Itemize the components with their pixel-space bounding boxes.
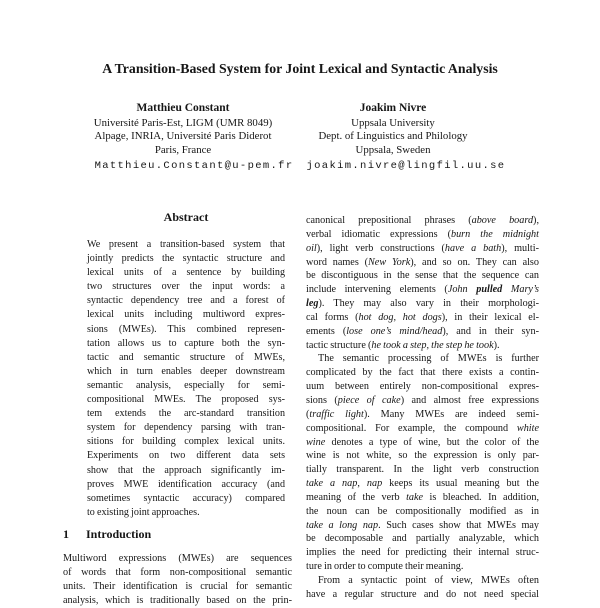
section-number: 1: [63, 526, 69, 541]
right-column: [306, 214, 539, 602]
paper-title: A Transition-Based System for Joint Lexical and Syntactic Analysis: [102, 61, 498, 76]
body-paragraph-2: The semantic processing of MWEs is further complicated by the fact that there exists a contin- uum between entirely non-compositional expres- sions (piece of cake) and almost free expressions (traffic light). Many MWEs are indeed semi- compositional. For example, the compound white wine denotes a type of wine, but the color of the wine is not white, so the expression is only par- tially transparent. In the light verb construction take a nap, nap keeps its usual meaning but the meaning of the verb take is bleached. In addition, the noun can be compositionally modified as in take a long nap. Such cases show that MWEs may be decomposable and partially analyzable, which implies the need for predicting their internal struc- ture in order to compute their meaning.: [306, 353, 540, 573]
left-column: [63, 210, 292, 608]
affiliation-line: Uppsala, Sweden: [355, 143, 431, 156]
section-title: Introduction: [86, 526, 152, 541]
abstract-paragraph: We present a transition-based system that jointly predicts the syntactic structure and lexical units of a sentence by building two structures over the input words: a syntactic dependency tree and a forest of lexical units including multiword expres- sions (MWEs). This combined represen- tation allows us to capture both the syn- tactic and semantic structure of MWEs, which in turn enables deeper downstream semantic analysis, especially for semi- compositional MWEs. The proposed sys- tem extends the arc-standard transition system for dependency parsing with tran- sitions for building complex lexical units. Experiments on two different data sets show that the approach significantly im- proves MWE identification accuracy (and sometimes syntactic accuracy) compared to existing joint approaches.: [87, 239, 285, 518]
affiliation-line: Alpage, INRIA, Université Paris Diderot: [94, 130, 272, 143]
author2-email: joakim.nivre@lingfil.uu.se: [306, 160, 506, 172]
affiliation-line: Dept. of Linguistics and Philology: [318, 130, 468, 143]
affiliation-line: Paris, France: [154, 143, 212, 156]
affiliation-line: Uppsala University: [351, 117, 435, 129]
body-paragraph-3: From a syntactic point of view, MWEs often have a regular structure and do not need special: [306, 574, 539, 600]
intro-paragraph: Multiword expressions (MWEs) are sequences of words that form non-compositional semantic units. Their identification is crucial for semantic analysis, which is traditionally based on the prin-: [63, 552, 292, 606]
affiliation-line: Université Paris-Est, LIGM (UMR 8049): [93, 117, 273, 129]
section-heading: [63, 527, 292, 542]
body-paragraph-1: canonical prepositional phrases (above board), verbal idiomatic expressions (burn the midnight oil), light verb constructions (have a bath), multi- word names (New York), and so on. They can also be discontiguous in the sense that the sequence can include intervening elements (John pulled Mary’s leg). They may also vary in their morphologi- cal forms (hot dog, hot dogs), in their lexical el- ements (lose one’s mind/head), and in their syn- tactic structure (he took a step, the step he took).: [306, 215, 539, 351]
abstract-heading: Abstract: [163, 210, 209, 224]
author1-email: Matthieu.Constant@u-pem.fr: [94, 160, 294, 172]
author-block-2: [268, 102, 518, 157]
email-row: [0, 160, 600, 172]
author-name: Matthieu Constant: [136, 102, 230, 114]
author-name: Joakim Nivre: [359, 102, 427, 114]
